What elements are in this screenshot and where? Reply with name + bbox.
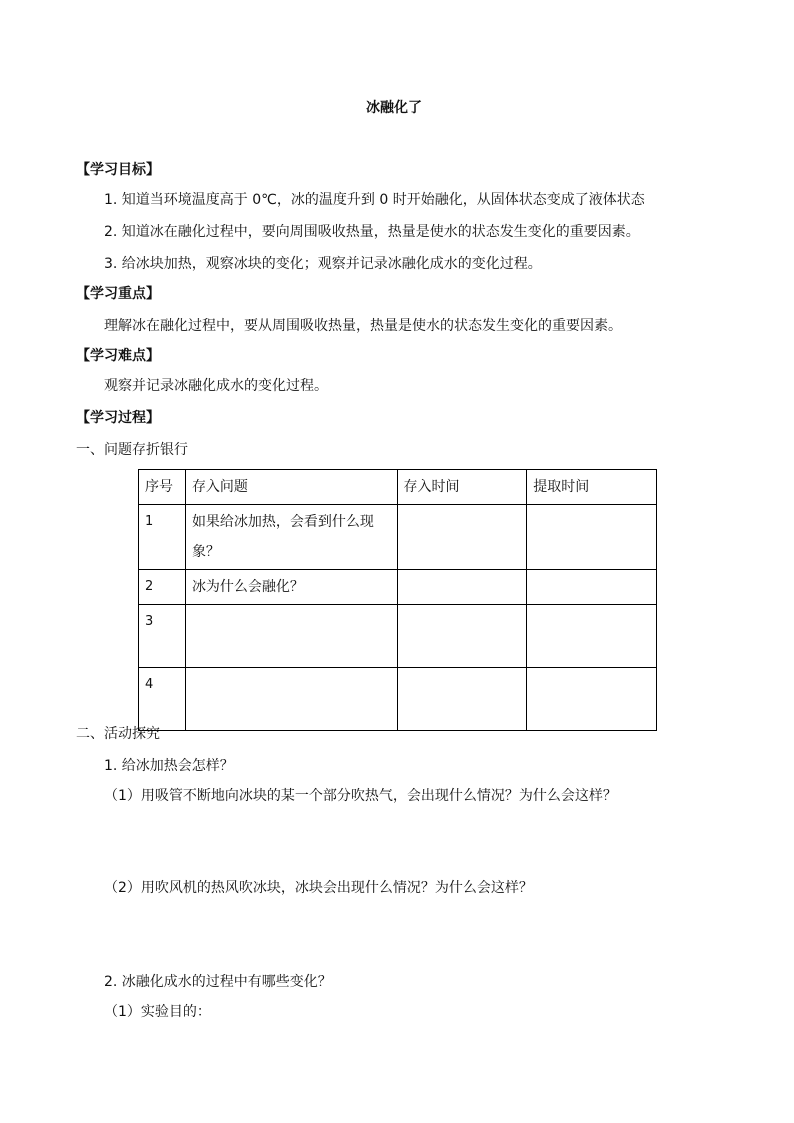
table-row: [139, 570, 657, 605]
table-cell: 1: [139, 505, 186, 570]
question-bank-table: [138, 469, 657, 731]
table-cell: [185, 605, 397, 668]
table-cell: 3: [139, 605, 186, 668]
part2-heading: 二、活动探究: [76, 726, 160, 742]
table-cell: 冰为什么会融化？: [185, 570, 397, 605]
table-header-cell: 存入问题: [185, 470, 397, 505]
table-row: [139, 668, 657, 731]
difficulty-header: 【学习难点】: [76, 348, 160, 364]
question-2: 2. 冰融化成水的过程中有哪些变化？: [104, 974, 332, 990]
table-cell: [397, 570, 527, 605]
table-row: [139, 605, 657, 668]
table-cell: 如果给冰加热，会看到什么现象？: [185, 505, 397, 570]
objective-item: 2. 知道冰在融化过程中，要向周围吸收热量，热量是使水的状态发生变化的重要因素。: [104, 224, 640, 240]
table-cell: [397, 505, 527, 570]
table-header-cell: 存入时间: [397, 470, 527, 505]
question-1-sub-2: （2）用吹风机的热风吹冰块，冰块会出现什么情况？为什么会这样？: [104, 880, 533, 896]
table-header-cell: 提取时间: [527, 470, 657, 505]
table-cell: [397, 605, 527, 668]
table-header-row: [139, 470, 657, 505]
page-title: 冰融化了: [366, 100, 422, 116]
table-cell: [527, 605, 657, 668]
difficulty-text: 观察并记录冰融化成水的变化过程。: [104, 378, 328, 394]
table-cell: [527, 570, 657, 605]
table-cell: [185, 668, 397, 731]
table-cell: [527, 505, 657, 570]
table-cell: [527, 668, 657, 731]
key-points-header: 【学习重点】: [76, 286, 160, 302]
question-1: 1. 给冰加热会怎样？: [104, 758, 234, 774]
table-cell: 4: [139, 668, 186, 731]
table-header-cell: 序号: [139, 470, 186, 505]
objective-item: 3. 给冰块加热，观察冰块的变化；观察并记录冰融化成水的变化过程。: [104, 256, 542, 272]
question-2-sub-1: （1）实验目的：: [104, 1004, 211, 1020]
objectives-header: 【学习目标】: [76, 162, 160, 178]
process-header: 【学习过程】: [76, 410, 160, 426]
table-row: [139, 505, 657, 570]
part1-heading: 一、问题存折银行: [76, 442, 188, 458]
key-points-text: 理解冰在融化过程中，要从周围吸收热量，热量是使水的状态发生变化的重要因素。: [104, 318, 622, 334]
table-cell: 2: [139, 570, 186, 605]
question-1-sub-1: （1）用吸管不断地向冰块的某一个部分吹热气，会出现什么情况？为什么会这样？: [104, 788, 617, 804]
table-cell: [397, 668, 527, 731]
objective-item: 1. 知道当环境温度高于 0℃，冰的温度升到 0 时开始融化，从固体状态变成了液体状态: [104, 192, 645, 208]
